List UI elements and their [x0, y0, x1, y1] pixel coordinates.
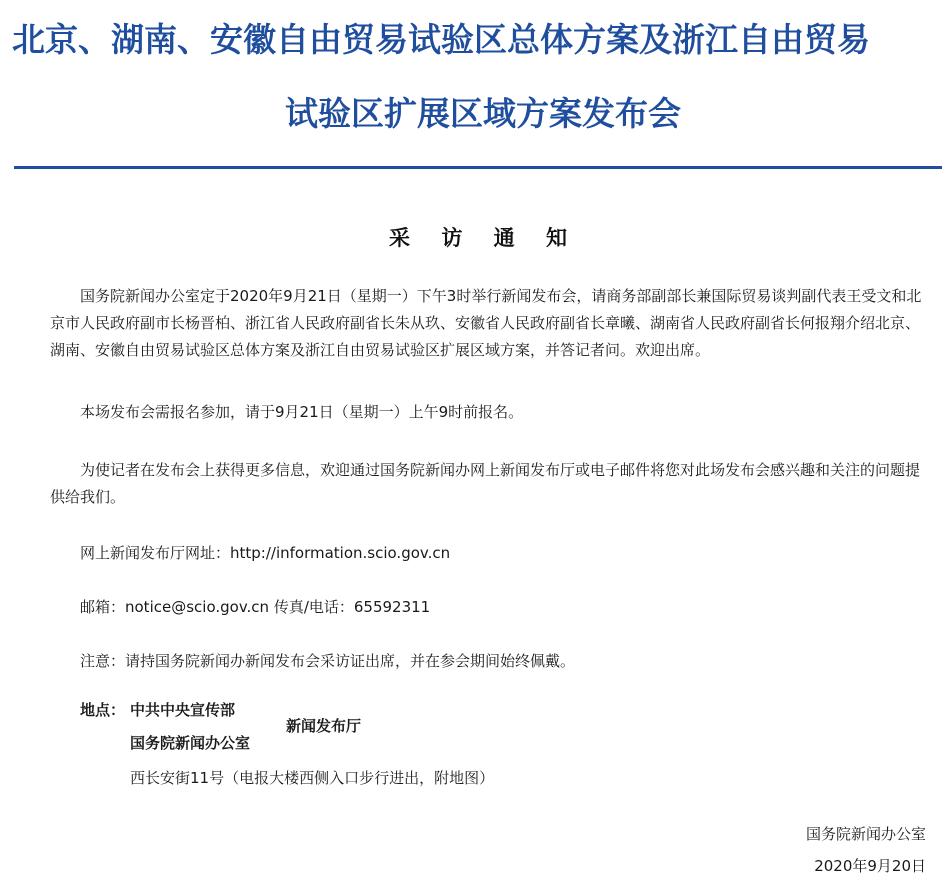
paragraph-questions: 为使记者在发布会上获得更多信息，欢迎通过国务院新闻办网上新闻发布厅或电子邮件将您对此场发布会感兴趣和关注的问题提供给我们。 — [50, 461, 921, 506]
venue-hall: 新闻发布厅 — [286, 717, 362, 735]
signature-organization: 国务院新闻办公室 — [805, 825, 926, 843]
paragraph-announcement: 国务院新闻办公室定于2020年9月21日（星期一）下午3时举行新闻发布会，请商务部副部长兼国际贸易谈判副代表王受文和北京市人民政府副市长杨晋柏、浙江省人民政府副省长朱从玖、安徽省人民政府副省长章曦、湖南省人民政府副省长何报翔介绍北京、湖南、安徽自由贸易试验区总体方案及浙江自由贸易试验区扩展区域方案，并答记者问。欢迎出席。 — [50, 287, 922, 359]
paragraph-contact: 邮箱：notice@scio.gov.cn 传真/电话：65592311 — [80, 598, 431, 616]
venue-label: 地点： — [80, 701, 126, 719]
venue-organizer-1: 中共中央宣传部 — [130, 701, 236, 719]
venue-organizer-2: 国务院新闻办公室 — [130, 734, 251, 752]
page-title-line-1: 北京、湖南、安徽自由贸易试验区总体方案及浙江自由贸易 — [12, 20, 870, 59]
header-divider — [14, 166, 942, 169]
venue-address: 西长安街11号（电报大楼西侧入口步行进出，附地图） — [130, 769, 495, 787]
page-title-line-2: 试验区扩展区域方案发布会 — [285, 94, 681, 133]
notice-heading: 采 访 通 知 — [389, 226, 579, 250]
paragraph-website: 网上新闻发布厅网址：http://information.scio.gov.cn — [80, 544, 451, 562]
paragraph-attention: 注意：请持国务院新闻办新闻发布会采访证出席，并在参会期间始终佩戴。 — [80, 652, 576, 670]
signature-date: 2020年9月20日 — [814, 857, 926, 875]
paragraph-registration: 本场发布会需报名参加，请于9月21日（星期一）上午9时前报名。 — [80, 403, 524, 421]
